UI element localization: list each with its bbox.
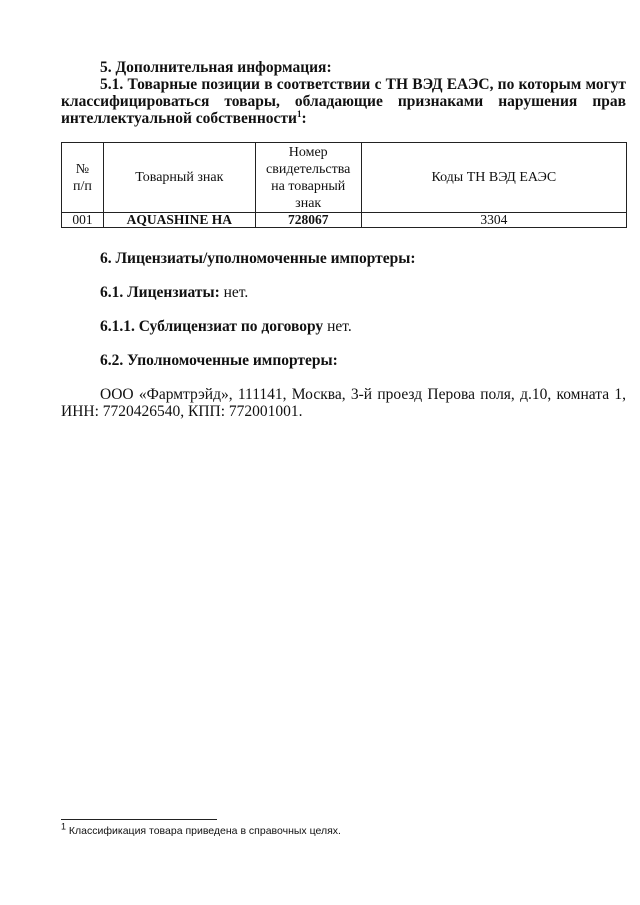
header-number bbox=[62, 143, 104, 213]
importer-line-2: ИНН: 7720426540, КПП: 772001001. bbox=[61, 403, 303, 420]
table-row bbox=[62, 213, 627, 228]
cell-certificate: 728067 bbox=[255, 213, 361, 228]
header-certificate-line-2: свидетельства bbox=[266, 161, 351, 177]
footnote-mark: 1 bbox=[61, 821, 67, 832]
header-number-line-1: № bbox=[75, 161, 90, 177]
header-certificate-line-3: на товарный bbox=[271, 178, 346, 194]
cell-number: 001 bbox=[62, 213, 104, 228]
sublicensee-line bbox=[100, 318, 352, 336]
importers-heading: 6.2. Уполномоченные импортеры: bbox=[100, 352, 338, 369]
header-codes: Коды ТН ВЭД ЕАЭС bbox=[361, 143, 626, 213]
importer-line-1: ООО «Фармтрэйд», 111141, Москва, 3-й проезд Перова поля, д.10, комната 1, bbox=[100, 386, 626, 403]
sublicensee-label: 6.1.1. Сублицензиат по договору bbox=[100, 318, 324, 335]
sublicensee-value: нет. bbox=[323, 318, 352, 335]
licensees-label: 6.1. Лицензиаты: bbox=[100, 284, 220, 301]
header-certificate bbox=[255, 143, 361, 213]
header-trademark: Товарный знак bbox=[103, 143, 255, 213]
header-certificate-line-4: знак bbox=[295, 195, 322, 211]
header-certificate-line-1: Номер bbox=[288, 144, 328, 160]
header-number-line-2: п/п bbox=[73, 178, 92, 194]
section-5-1-line-2: классифицироваться товары, обладающие признаками нарушения прав bbox=[61, 93, 626, 110]
cell-codes: 3304 bbox=[361, 213, 626, 228]
licensees-value: нет. bbox=[219, 284, 249, 301]
footnote bbox=[61, 821, 341, 837]
section-5-heading: 5. Дополнительная информация: bbox=[100, 59, 332, 76]
section-5-1-line-3-colon: : bbox=[301, 110, 307, 127]
section-5-1-line-1: 5.1. Товарные позиции в соответствии с ТН ВЭД ЕАЭС, по которым могут bbox=[100, 76, 626, 93]
footnote-divider bbox=[61, 819, 217, 820]
licensees-line bbox=[100, 284, 248, 302]
section-5-1-line-3 bbox=[61, 110, 307, 128]
section-6-heading: 6. Лицензиаты/уполномоченные импортеры: bbox=[100, 250, 416, 267]
section-5-1-line-3-text: интеллектуальной собственности bbox=[61, 110, 297, 127]
table-header-row bbox=[62, 143, 627, 213]
cell-trademark: AQUASHINE HA bbox=[103, 213, 255, 228]
footnote-reference: 1 bbox=[296, 108, 302, 119]
footnote-text: Классификация товара приведена в справочных целях. bbox=[66, 825, 341, 837]
trademark-table bbox=[61, 142, 627, 228]
